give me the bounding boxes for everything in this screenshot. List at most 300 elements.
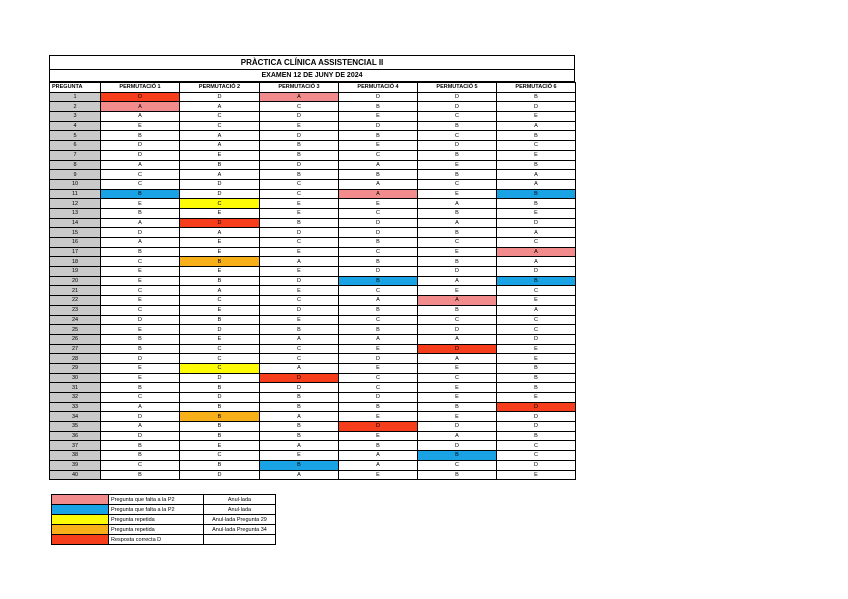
answer-cell-p4: B bbox=[339, 131, 418, 141]
answer-cell-p5: E bbox=[418, 412, 497, 422]
header-permutacio-5: PERMUTACIÓ 5 bbox=[418, 83, 497, 93]
legend-row bbox=[52, 535, 276, 545]
answer-cell-p5: E bbox=[418, 383, 497, 393]
answer-cell-p5: A bbox=[418, 296, 497, 306]
legend-note: Anul·lada bbox=[204, 495, 276, 505]
answer-cell-p4: A bbox=[339, 334, 418, 344]
answer-cell-p4: B bbox=[339, 325, 418, 335]
answer-cell-p6: B bbox=[497, 92, 576, 102]
answer-cell-p4: E bbox=[339, 412, 418, 422]
question-number: 4 bbox=[50, 121, 101, 131]
question-number: 37 bbox=[50, 441, 101, 451]
answer-cell-p2: B bbox=[180, 422, 260, 432]
question-number: 2 bbox=[50, 102, 101, 112]
answer-cell-p6: D bbox=[497, 102, 576, 112]
answer-cell-p4: E bbox=[339, 112, 418, 122]
answer-cell-p1: B bbox=[101, 451, 180, 461]
answer-cell-p1: E bbox=[101, 267, 180, 277]
answer-cell-p1: B bbox=[101, 344, 180, 354]
question-number: 19 bbox=[50, 267, 101, 277]
answer-cell-p1: E bbox=[101, 276, 180, 286]
answer-cell-p3: B bbox=[260, 325, 339, 335]
answer-cell-p1: D bbox=[101, 92, 180, 102]
answer-cell-p6: D bbox=[497, 412, 576, 422]
answer-cell-p6: A bbox=[497, 179, 576, 189]
answer-cell-p1: C bbox=[101, 460, 180, 470]
table-row bbox=[50, 296, 576, 306]
answer-cell-p3: C bbox=[260, 296, 339, 306]
answer-cell-p6: D bbox=[497, 460, 576, 470]
table-row bbox=[50, 315, 576, 325]
answer-cell-p4: B bbox=[339, 102, 418, 112]
answer-cell-p3: B bbox=[260, 460, 339, 470]
table-row bbox=[50, 276, 576, 286]
legend-row bbox=[52, 525, 276, 535]
answer-cell-p2: C bbox=[180, 112, 260, 122]
question-number: 5 bbox=[50, 131, 101, 141]
answer-cell-p1: C bbox=[101, 179, 180, 189]
question-number: 34 bbox=[50, 412, 101, 422]
table-row bbox=[50, 373, 576, 383]
table-row bbox=[50, 247, 576, 257]
answer-cell-p6: C bbox=[497, 141, 576, 151]
answer-cell-p2: A bbox=[180, 228, 260, 238]
answer-cell-p6: E bbox=[497, 393, 576, 403]
table-row bbox=[50, 334, 576, 344]
answer-cell-p6: C bbox=[497, 238, 576, 248]
legend-label: Pregunta repetida bbox=[109, 525, 204, 535]
answer-cell-p2: D bbox=[180, 179, 260, 189]
answer-cell-p6: E bbox=[497, 470, 576, 480]
answer-cell-p3: D bbox=[260, 383, 339, 393]
sheet-title: PRÀCTICA CLÍNICA ASSISTENCIAL II bbox=[49, 55, 575, 69]
answer-cell-p5: A bbox=[418, 431, 497, 441]
answer-cell-p6: C bbox=[497, 451, 576, 461]
table-row bbox=[50, 393, 576, 403]
answer-cell-p2: A bbox=[180, 131, 260, 141]
header-permutacio-2: PERMUTACIÓ 2 bbox=[180, 83, 260, 93]
answer-cell-p2: B bbox=[180, 160, 260, 170]
answer-cell-p2: E bbox=[180, 150, 260, 160]
answer-cell-p2: B bbox=[180, 257, 260, 267]
answer-cell-p4: A bbox=[339, 451, 418, 461]
question-number: 30 bbox=[50, 373, 101, 383]
answer-cell-p1: B bbox=[101, 334, 180, 344]
answer-cell-p1: E bbox=[101, 325, 180, 335]
table-row bbox=[50, 228, 576, 238]
answer-cell-p3: C bbox=[260, 354, 339, 364]
question-number: 38 bbox=[50, 451, 101, 461]
answer-cell-p3: A bbox=[260, 412, 339, 422]
answer-cell-p3: E bbox=[260, 267, 339, 277]
legend-row bbox=[52, 505, 276, 515]
answer-cell-p1: B bbox=[101, 189, 180, 199]
answer-cell-p2: E bbox=[180, 441, 260, 451]
answer-cell-p4: B bbox=[339, 402, 418, 412]
answer-cell-p2: A bbox=[180, 102, 260, 112]
answer-cell-p3: B bbox=[260, 141, 339, 151]
answer-cell-p1: B bbox=[101, 470, 180, 480]
answer-cell-p6: E bbox=[497, 112, 576, 122]
question-number: 23 bbox=[50, 305, 101, 315]
answer-cell-p6: A bbox=[497, 170, 576, 180]
answer-cell-p2: C bbox=[180, 296, 260, 306]
answer-cell-p5: B bbox=[418, 305, 497, 315]
answer-cell-p4: D bbox=[339, 121, 418, 131]
legend-swatch bbox=[52, 525, 109, 535]
answer-cell-p5: C bbox=[418, 315, 497, 325]
answer-cell-p4: C bbox=[339, 150, 418, 160]
legend-row bbox=[52, 495, 276, 505]
answer-cell-p3: E bbox=[260, 315, 339, 325]
question-number: 16 bbox=[50, 238, 101, 248]
question-number: 39 bbox=[50, 460, 101, 470]
answer-cell-p1: E bbox=[101, 296, 180, 306]
answer-cell-p1: B bbox=[101, 247, 180, 257]
question-number: 7 bbox=[50, 150, 101, 160]
answer-cell-p2: D bbox=[180, 393, 260, 403]
answer-cell-p3: D bbox=[260, 276, 339, 286]
answer-cell-p1: A bbox=[101, 102, 180, 112]
answer-cell-p2: E bbox=[180, 267, 260, 277]
answer-cell-p4: B bbox=[339, 305, 418, 315]
answer-cell-p5: D bbox=[418, 422, 497, 432]
answer-cell-p5: C bbox=[418, 131, 497, 141]
answer-cell-p3: B bbox=[260, 431, 339, 441]
question-number: 26 bbox=[50, 334, 101, 344]
table-row bbox=[50, 354, 576, 364]
question-number: 22 bbox=[50, 296, 101, 306]
answer-cell-p5: B bbox=[418, 470, 497, 480]
answer-cell-p6: B bbox=[497, 373, 576, 383]
table-row bbox=[50, 170, 576, 180]
answer-cell-p6: A bbox=[497, 257, 576, 267]
answer-cell-p6: D bbox=[497, 422, 576, 432]
answer-cell-p1: C bbox=[101, 393, 180, 403]
answer-cell-p4: E bbox=[339, 470, 418, 480]
legend-table bbox=[51, 494, 276, 545]
answer-cell-p1: D bbox=[101, 412, 180, 422]
table-row bbox=[50, 305, 576, 315]
question-number: 11 bbox=[50, 189, 101, 199]
answer-cell-p2: D bbox=[180, 189, 260, 199]
answer-cell-p4: C bbox=[339, 208, 418, 218]
answer-cell-p6: D bbox=[497, 218, 576, 228]
table-row bbox=[50, 189, 576, 199]
answer-cell-p2: B bbox=[180, 431, 260, 441]
answer-cell-p4: A bbox=[339, 296, 418, 306]
answer-cell-p6: D bbox=[497, 267, 576, 277]
header-row bbox=[50, 83, 576, 93]
answer-cell-p2: E bbox=[180, 334, 260, 344]
answer-cell-p6: E bbox=[497, 150, 576, 160]
answer-cell-p6: E bbox=[497, 354, 576, 364]
answer-cell-p5: E bbox=[418, 286, 497, 296]
table-row bbox=[50, 257, 576, 267]
question-number: 27 bbox=[50, 344, 101, 354]
answer-cell-p4: D bbox=[339, 422, 418, 432]
answer-cell-p5: D bbox=[418, 325, 497, 335]
answer-cell-p1: C bbox=[101, 170, 180, 180]
answer-cell-p6: D bbox=[497, 334, 576, 344]
table-row bbox=[50, 267, 576, 277]
answer-cell-p4: A bbox=[339, 460, 418, 470]
answer-cell-p1: B bbox=[101, 441, 180, 451]
answer-cell-p3: D bbox=[260, 373, 339, 383]
answer-cell-p2: C bbox=[180, 344, 260, 354]
answer-cell-p5: D bbox=[418, 102, 497, 112]
answer-cell-p4: E bbox=[339, 363, 418, 373]
answer-cell-p3: D bbox=[260, 131, 339, 141]
answer-cell-p4: D bbox=[339, 218, 418, 228]
question-number: 1 bbox=[50, 92, 101, 102]
header-permutacio-3: PERMUTACIÓ 3 bbox=[260, 83, 339, 93]
table-row bbox=[50, 218, 576, 228]
answer-cell-p5: B bbox=[418, 402, 497, 412]
table-row bbox=[50, 131, 576, 141]
answer-cell-p6: C bbox=[497, 325, 576, 335]
answer-cell-p5: B bbox=[418, 121, 497, 131]
answer-cell-p6: B bbox=[497, 189, 576, 199]
answer-cell-p1: A bbox=[101, 218, 180, 228]
answer-cell-p1: B bbox=[101, 383, 180, 393]
legend-label: Resposta correcta D bbox=[109, 535, 204, 545]
answer-cell-p1: D bbox=[101, 150, 180, 160]
legend-swatch bbox=[52, 535, 109, 545]
header-permutacio-1: PERMUTACIÓ 1 bbox=[101, 83, 180, 93]
table-row bbox=[50, 422, 576, 432]
answer-cell-p5: B bbox=[418, 451, 497, 461]
answer-cell-p1: E bbox=[101, 373, 180, 383]
answer-cell-p4: D bbox=[339, 393, 418, 403]
answer-cell-p6: A bbox=[497, 228, 576, 238]
legend-note: Anul·lada Pregunta 29 bbox=[204, 515, 276, 525]
answer-cell-p3: E bbox=[260, 247, 339, 257]
table-row bbox=[50, 199, 576, 209]
table-row bbox=[50, 402, 576, 412]
answer-cell-p3: E bbox=[260, 286, 339, 296]
answer-cell-p2: A bbox=[180, 286, 260, 296]
sheet-subtitle: EXAMEN 12 DE JUNY DE 2024 bbox=[49, 69, 575, 82]
question-number: 24 bbox=[50, 315, 101, 325]
header-pregunta: PREGUNTA bbox=[50, 83, 101, 93]
question-number: 9 bbox=[50, 170, 101, 180]
answer-cell-p5: E bbox=[418, 393, 497, 403]
answer-cell-p3: B bbox=[260, 393, 339, 403]
answer-cell-p4: D bbox=[339, 92, 418, 102]
answer-cell-p2: C bbox=[180, 354, 260, 364]
table-row bbox=[50, 102, 576, 112]
answer-cell-p4: D bbox=[339, 354, 418, 364]
answer-cell-p2: B bbox=[180, 402, 260, 412]
answer-cell-p4: C bbox=[339, 383, 418, 393]
table-row bbox=[50, 441, 576, 451]
answer-cell-p4: B bbox=[339, 238, 418, 248]
answer-cell-p3: C bbox=[260, 238, 339, 248]
answer-cell-p2: B bbox=[180, 412, 260, 422]
answer-cell-p3: D bbox=[260, 228, 339, 238]
answer-cell-p1: A bbox=[101, 402, 180, 412]
table-row bbox=[50, 238, 576, 248]
answer-cell-p4: E bbox=[339, 344, 418, 354]
answer-cell-p3: E bbox=[260, 199, 339, 209]
answer-cell-p5: B bbox=[418, 208, 497, 218]
answer-cell-p4: B bbox=[339, 276, 418, 286]
answer-cell-p5: B bbox=[418, 257, 497, 267]
question-number: 33 bbox=[50, 402, 101, 412]
answer-cell-p1: A bbox=[101, 238, 180, 248]
answer-cell-p2: B bbox=[180, 276, 260, 286]
table-row bbox=[50, 383, 576, 393]
answer-cell-p2: B bbox=[180, 383, 260, 393]
answer-cell-p6: B bbox=[497, 131, 576, 141]
answer-cell-p6: E bbox=[497, 344, 576, 354]
question-number: 28 bbox=[50, 354, 101, 364]
answer-cell-p4: B bbox=[339, 257, 418, 267]
legend-label: Pregunta que falta a la P2 bbox=[109, 505, 204, 515]
question-number: 3 bbox=[50, 112, 101, 122]
answer-cell-p2: A bbox=[180, 170, 260, 180]
answer-cell-p1: E bbox=[101, 199, 180, 209]
table-row bbox=[50, 208, 576, 218]
answer-cell-p5: D bbox=[418, 92, 497, 102]
answer-cell-p6: C bbox=[497, 315, 576, 325]
answer-cell-p2: D bbox=[180, 470, 260, 480]
answer-cell-p1: C bbox=[101, 286, 180, 296]
answer-cell-p2: E bbox=[180, 305, 260, 315]
answer-cell-p2: E bbox=[180, 238, 260, 248]
answer-cell-p3: A bbox=[260, 470, 339, 480]
answer-cell-p4: E bbox=[339, 431, 418, 441]
answer-cell-p5: C bbox=[418, 238, 497, 248]
answer-cell-p5: A bbox=[418, 276, 497, 286]
answer-cell-p5: D bbox=[418, 267, 497, 277]
answer-cell-p6: D bbox=[497, 402, 576, 412]
answer-table bbox=[49, 82, 576, 480]
answer-cell-p5: D bbox=[418, 441, 497, 451]
legend-note bbox=[204, 535, 276, 545]
answer-cell-p5: C bbox=[418, 179, 497, 189]
answer-cell-p4: A bbox=[339, 179, 418, 189]
question-number: 32 bbox=[50, 393, 101, 403]
answer-cell-p1: A bbox=[101, 112, 180, 122]
answer-cell-p1: E bbox=[101, 121, 180, 131]
question-number: 8 bbox=[50, 160, 101, 170]
answer-cell-p6: E bbox=[497, 208, 576, 218]
table-row bbox=[50, 179, 576, 189]
answer-cell-p6: A bbox=[497, 247, 576, 257]
answer-cell-p3: C bbox=[260, 344, 339, 354]
legend-note: Anul·lada Pregunta 34 bbox=[204, 525, 276, 535]
answer-cell-p2: D bbox=[180, 218, 260, 228]
table-row bbox=[50, 286, 576, 296]
question-number: 31 bbox=[50, 383, 101, 393]
legend-swatch bbox=[52, 495, 109, 505]
answer-cell-p3: C bbox=[260, 179, 339, 189]
question-number: 21 bbox=[50, 286, 101, 296]
answer-cell-p6: B bbox=[497, 383, 576, 393]
answer-cell-p4: B bbox=[339, 170, 418, 180]
answer-cell-p5: B bbox=[418, 150, 497, 160]
header-permutacio-6: PERMUTACIÓ 6 bbox=[497, 83, 576, 93]
answer-cell-p3: D bbox=[260, 160, 339, 170]
answer-cell-p5: E bbox=[418, 247, 497, 257]
answer-cell-p5: D bbox=[418, 344, 497, 354]
answer-cell-p2: C bbox=[180, 451, 260, 461]
question-number: 12 bbox=[50, 199, 101, 209]
answer-cell-p6: B bbox=[497, 276, 576, 286]
answer-cell-p4: C bbox=[339, 247, 418, 257]
table-row bbox=[50, 460, 576, 470]
answer-cell-p5: C bbox=[418, 112, 497, 122]
question-number: 25 bbox=[50, 325, 101, 335]
legend-swatch bbox=[52, 505, 109, 515]
answer-cell-p3: B bbox=[260, 170, 339, 180]
answer-cell-p6: E bbox=[497, 296, 576, 306]
answer-cell-p1: A bbox=[101, 422, 180, 432]
answer-cell-p3: A bbox=[260, 334, 339, 344]
table-row bbox=[50, 92, 576, 102]
table-row bbox=[50, 121, 576, 131]
table-row bbox=[50, 344, 576, 354]
answer-cell-p6: B bbox=[497, 160, 576, 170]
answer-cell-p3: C bbox=[260, 102, 339, 112]
answer-cell-p2: C bbox=[180, 363, 260, 373]
header-permutacio-4: PERMUTACIÓ 4 bbox=[339, 83, 418, 93]
question-number: 35 bbox=[50, 422, 101, 432]
answer-cell-p5: A bbox=[418, 218, 497, 228]
answer-cell-p6: C bbox=[497, 441, 576, 451]
answer-cell-p5: B bbox=[418, 170, 497, 180]
answer-cell-p5: E bbox=[418, 363, 497, 373]
question-number: 40 bbox=[50, 470, 101, 480]
question-number: 20 bbox=[50, 276, 101, 286]
question-number: 36 bbox=[50, 431, 101, 441]
answer-cell-p5: E bbox=[418, 189, 497, 199]
answer-cell-p4: C bbox=[339, 373, 418, 383]
question-number: 13 bbox=[50, 208, 101, 218]
answer-cell-p4: D bbox=[339, 267, 418, 277]
exam-sheet bbox=[49, 55, 575, 480]
answer-cell-p1: C bbox=[101, 257, 180, 267]
answer-cell-p1: B bbox=[101, 131, 180, 141]
table-row bbox=[50, 160, 576, 170]
table-row bbox=[50, 470, 576, 480]
answer-cell-p3: A bbox=[260, 257, 339, 267]
answer-cell-p4: C bbox=[339, 315, 418, 325]
answer-cell-p5: A bbox=[418, 199, 497, 209]
answer-cell-p5: C bbox=[418, 460, 497, 470]
question-number: 18 bbox=[50, 257, 101, 267]
question-number: 15 bbox=[50, 228, 101, 238]
answer-cell-p2: D bbox=[180, 373, 260, 383]
answer-cell-p2: D bbox=[180, 92, 260, 102]
answer-cell-p5: E bbox=[418, 160, 497, 170]
question-number: 6 bbox=[50, 141, 101, 151]
table-row bbox=[50, 431, 576, 441]
answer-cell-p5: A bbox=[418, 334, 497, 344]
table-row bbox=[50, 451, 576, 461]
answer-cell-p3: D bbox=[260, 112, 339, 122]
answer-cell-p2: A bbox=[180, 141, 260, 151]
table-row bbox=[50, 325, 576, 335]
answer-cell-p1: C bbox=[101, 305, 180, 315]
answer-cell-p2: E bbox=[180, 208, 260, 218]
answer-cell-p6: A bbox=[497, 121, 576, 131]
answer-cell-p3: A bbox=[260, 92, 339, 102]
answer-cell-p4: E bbox=[339, 141, 418, 151]
answer-cell-p6: B bbox=[497, 363, 576, 373]
